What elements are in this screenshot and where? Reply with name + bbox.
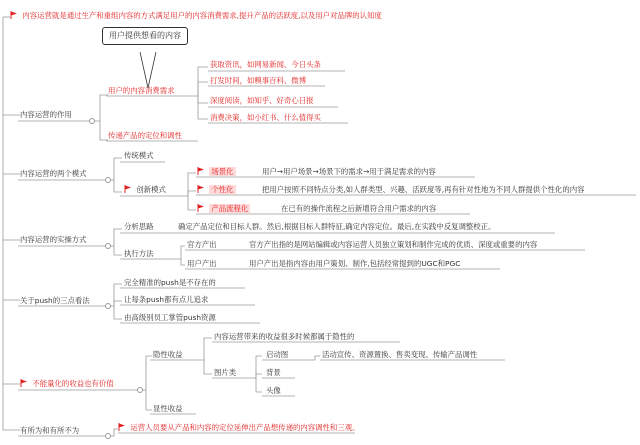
- official-output-desc[interactable]: 官方产出指的是网站编辑或内容运营人员独立策划和制作完成的优质、深度或重要的内容: [249, 240, 538, 249]
- flag-icon: [20, 379, 28, 387]
- flag-icon: [197, 167, 205, 175]
- push-item-3[interactable]: 由高级别员工掌管push资源: [124, 313, 216, 322]
- mode-process[interactable]: [197, 204, 250, 214]
- node-background[interactable]: 背景: [266, 368, 281, 377]
- node-user-need[interactable]: 用户的内容消费需求: [108, 86, 175, 95]
- section-practice[interactable]: 内容运营的实操方式: [20, 235, 87, 244]
- implicit-gain-desc[interactable]: 内容运营带来的收益很多时候都属于隐性的: [214, 332, 355, 341]
- root-title-text: 内容运营就是通过生产和重组内容的方式满足用户的内容消费需求,提升产品的活跃度,以及用户对品牌的认知度: [22, 11, 382, 20]
- mode-personalized-desc[interactable]: 把用户按照不同特点分类,如人群类型、兴趣、活跃度等,再有针对性地为不同人群提供个性化的内容: [262, 185, 585, 194]
- mode-personalized-tag: 个性化: [211, 185, 234, 194]
- node-execution[interactable]: 执行方法: [124, 249, 154, 258]
- mode-process-tag: 产品流程化: [211, 204, 249, 213]
- node-explicit-gain[interactable]: 显性收益: [153, 404, 183, 413]
- node-launch-image[interactable]: 启动图: [266, 350, 289, 359]
- callout-box: [102, 27, 188, 45]
- doing-desc-text: 运营人员要从产品和内容的定位延伸出产品想传递的内容调性和三观。: [130, 423, 360, 432]
- collapse-toggle-hidden[interactable]: [137, 387, 143, 393]
- collapse-toggle-push[interactable]: [105, 303, 111, 309]
- node-avatar[interactable]: 头像: [266, 386, 281, 395]
- flag-icon: [124, 185, 132, 193]
- need-deep-reading[interactable]: 深度阅读，如知乎、好奇心日报: [210, 96, 314, 105]
- root-title: [10, 11, 382, 21]
- push-item-1[interactable]: 完全精准的push是不存在的: [124, 278, 216, 287]
- launch-image-desc[interactable]: 活动宣传、资源置换、售卖变现、传输产品调性: [322, 350, 478, 359]
- need-purchase[interactable]: 消费决策，如小红书、什么值得买: [210, 113, 321, 122]
- collapse-toggle-modes[interactable]: [105, 177, 111, 183]
- node-image-type[interactable]: 图片类: [214, 368, 237, 377]
- mode-scenario[interactable]: [197, 167, 236, 177]
- collapse-toggle-doing[interactable]: [105, 433, 111, 439]
- collapse-toggle-role[interactable]: [89, 118, 95, 124]
- flag-icon: [10, 11, 18, 19]
- flag-icon: [118, 423, 126, 431]
- hidden-value-label: 不能量化的收益也有价值: [32, 379, 114, 388]
- mode-scenario-tag: 场景化: [211, 167, 234, 176]
- need-news[interactable]: 获取资讯，如网易新闻、今日头条: [210, 60, 321, 69]
- analysis-desc[interactable]: 确定产品定位和目标人群。然后,根据目标人群特征,确定内容定位。最后,在实践中反复调整校正。: [178, 222, 496, 231]
- section-role[interactable]: 内容运营的作用: [20, 110, 72, 119]
- callout-text: 用户提供想看的内容: [109, 31, 181, 40]
- node-analysis[interactable]: 分析思路: [124, 222, 154, 231]
- mode-scenario-desc[interactable]: 用户→用户场景→场景下的需求→用于满足需求的内容: [262, 167, 436, 176]
- flag-icon: [197, 204, 205, 212]
- node-official-output[interactable]: 官方产出: [187, 240, 217, 249]
- node-user-output[interactable]: 用户产出: [187, 259, 217, 268]
- mode-process-desc[interactable]: 在已有的操作流程之后新增符合用户需求的内容: [281, 204, 437, 213]
- doing-desc[interactable]: [118, 423, 359, 433]
- node-brand-positioning[interactable]: 传递产品的定位和调性: [108, 131, 182, 140]
- innovative-label: 创新模式: [136, 185, 166, 194]
- section-push[interactable]: 关于push的三点看法: [20, 296, 90, 305]
- need-leisure[interactable]: 打发时间，如糗事百科、微博: [210, 76, 307, 85]
- user-output-desc[interactable]: 用户产出是指内容由用户策划、制作,包括经常提到的UGC和PGC: [249, 259, 461, 268]
- node-implicit-gain[interactable]: 隐性收益: [153, 350, 183, 359]
- push-item-2[interactable]: 让每条push都有点儿追求: [124, 295, 209, 304]
- flag-icon: [197, 185, 205, 193]
- node-traditional[interactable]: 传统模式: [124, 151, 154, 160]
- section-doing[interactable]: 有所为和有所不为: [20, 426, 80, 435]
- node-innovative[interactable]: [124, 185, 166, 195]
- collapse-toggle-practice[interactable]: [105, 243, 111, 249]
- section-hidden-value[interactable]: [20, 379, 114, 389]
- section-modes[interactable]: 内容运营的两个模式: [20, 169, 87, 178]
- mode-personalized[interactable]: [197, 185, 236, 195]
